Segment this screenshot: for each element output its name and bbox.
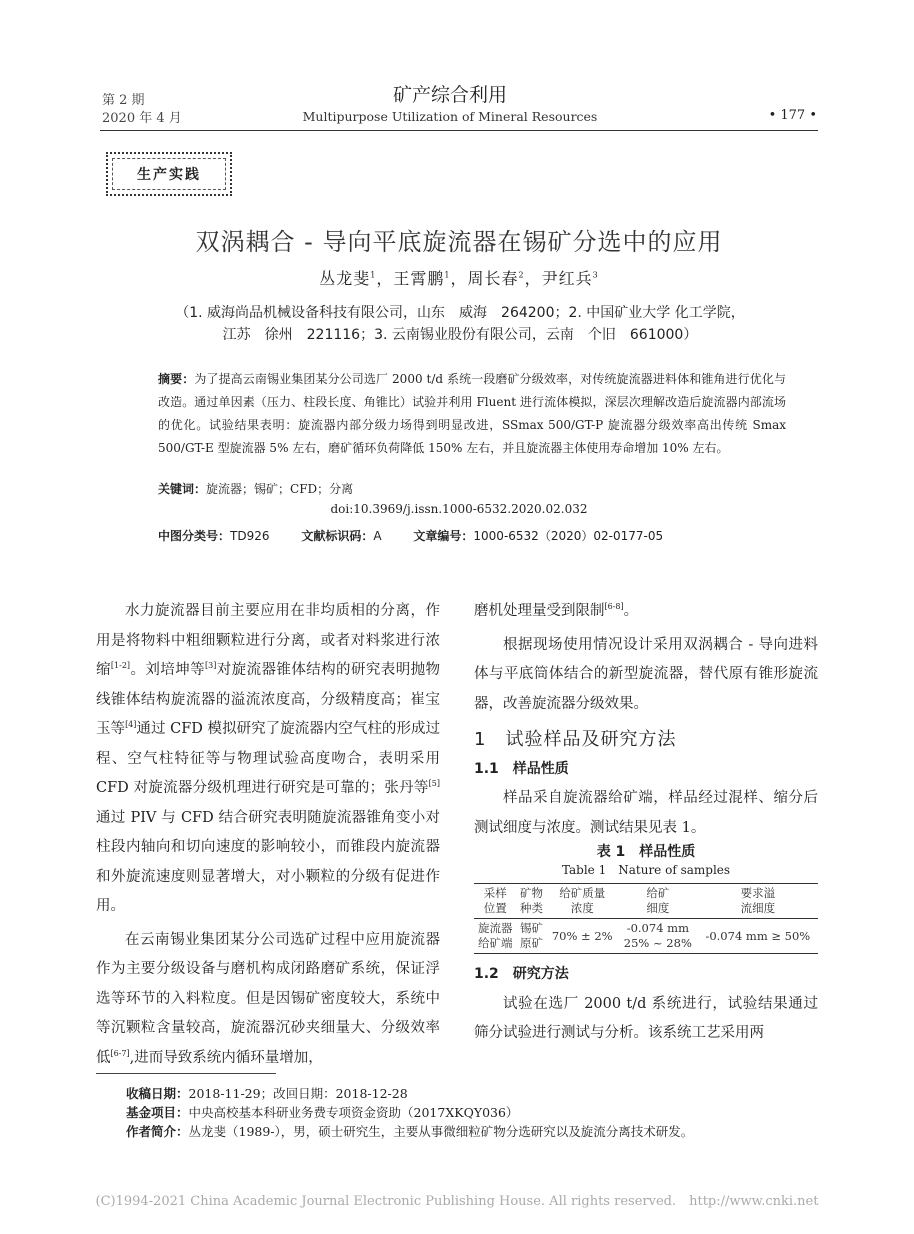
table-cell: -0.074 mm ≥ 50%	[698, 919, 818, 954]
table-header-cell: 给矿质量 浓度	[546, 884, 618, 919]
paragraph: 根据现场使用情况设计采用双涡耦合 - 导向进料体与平底筒体结合的新型旋流器，替代原有锥形旋流器，改善旋流器分级效果。	[474, 636, 818, 712]
page-number: • 177 •	[768, 108, 817, 123]
journal-title-en: Multipurpose Utilization of Mineral Resources	[302, 109, 598, 124]
keywords-text: 旋流器；锡矿；CFD；分离	[206, 482, 354, 496]
author-affil-sup: 2	[518, 270, 525, 280]
author-name: 尹红兵	[541, 269, 593, 288]
paragraph: 试验在选厂 2000 t/d 系统进行，试验结果通过筛分试验进行测试与分析。该系统工艺采用两	[474, 995, 818, 1041]
section-stamp	[106, 152, 232, 196]
author-name: 丛龙斐	[319, 269, 371, 288]
affiliation-line: （1. 威海尚品机械设备科技有限公司，山东 威海 264200；2. 中国矿业大学 化工学院，	[175, 305, 745, 321]
paragraph: 样品采自旋流器给矿端，样品经过混样、缩分后测试细度与浓度。测试结果见表 1。	[474, 790, 818, 836]
table-header-cell: 要求溢 流细度	[698, 884, 818, 919]
section-heading-1-1: 1.1 样品性质	[474, 760, 569, 777]
abstract-text: 为了提高云南锡业集团某分公司选厂 2000 t/d 系统一段磨矿分级效率，对传统旋流器进料体和锥角进行优化与改造。通过单因素（压力、柱段长度、角锥比）试验并利用 Fluent 进行流体模拟，深层次理解改造后旋流器内部流场的优化。试验结果表明：旋流器内部分级力场得到明显改进，SSmax 500/GT-P 旋流器分级效率高出传统 Smax 500/GT-E 型旋流器 5% 左右，磨矿循环负荷降低 150% 左右，并且旋流器主体使用寿命增加 10% 左右。	[158, 372, 786, 455]
doi: doi:10.3969/j.issn.1000-6532.2020.02.032	[330, 502, 588, 516]
issue-date: 2020 年 4 月	[102, 111, 182, 126]
body-left-column	[96, 597, 440, 1073]
affiliations	[110, 302, 810, 346]
clc-value: TD926	[230, 529, 270, 543]
keywords	[158, 480, 353, 497]
paragraph: 在云南锡业集团某分公司选矿过程中应用旋流器作为主要分级设备与磨机构成闭路磨矿系统，保证浮选等环节的入料粒度。但是因锡矿密度较大，系统中等沉颗粒含量较高，旋流器沉砂夹细量大、分级效率低[6-7],进而导致系统内循环量增加，	[96, 931, 440, 1066]
classification-line	[158, 527, 691, 544]
paragraph-continuation: 磨机处理量受到限制[6-8]。	[474, 602, 639, 619]
footnote-author-bio: 作者简介：丛龙斐（1989-），男，硕士研究生，主要从事微细粒矿物分选研究以及旋流分离技术研发。	[126, 1124, 694, 1139]
doc-code-label: 文献标识码：	[301, 529, 374, 543]
issue-info	[102, 92, 182, 128]
footnote-rule	[96, 1073, 276, 1074]
table-caption	[474, 843, 818, 879]
author-name: 王霄鹏	[393, 269, 445, 288]
table-header-cell: 采样 位置	[474, 884, 517, 919]
body-right-column	[474, 597, 818, 1049]
author-affil-sup: 1	[370, 270, 377, 280]
samples-table	[474, 883, 818, 954]
paragraph: 水力旋流器目前主要应用在非均质相的分离，作用是将物料中粗细颗粒进行分离，或者对料浆进行浓缩[1-2]。刘培坤等[3]对旋流器锥体结构的研究表明抛物线锥体结构旋流器的溢流浓度高，分级精度高；崔宝玉等[4]通过 CFD 模拟研究了旋流器内空气柱的形成过程、空气柱特征等与物理试验高度吻合，表明采用 CFD 对旋流器分级机理进行研究是可靠的；张丹等[5]通过 PIV 与 CFD 结合研究表明随旋流器锥角变小对柱段内轴向和切向速度的影响较小，而锥段内旋流器和外旋流速度则显著增大，对小颗粒的分级有促进作用。	[96, 603, 441, 914]
author-name: 周长春	[467, 269, 519, 288]
citation: [4]	[125, 720, 137, 730]
author-list: 丛龙斐$^1$，王霄鹏$^1$，周长春$^2$，尹红兵$^3$	[319, 269, 599, 288]
journal-title-cn: 矿产综合利用	[392, 84, 507, 106]
section-heading-1-2: 1.2 研究方法	[474, 966, 569, 982]
table-cell: 锡矿 原矿	[517, 919, 547, 954]
table-cell: 70% ± 2%	[546, 919, 618, 954]
affiliation-line: 江苏 徐州 221116；3. 云南锡业股份有限公司，云南 个旧 661000）	[222, 327, 698, 343]
abstract-label: 摘要：	[158, 372, 195, 386]
clc-label: 中图分类号：	[158, 529, 231, 543]
issue-number: 第 2 期	[102, 93, 145, 108]
author-affil-sup: 1	[444, 270, 451, 280]
footnotes	[126, 1084, 693, 1141]
doc-code-value: A	[373, 529, 382, 543]
abstract	[158, 368, 786, 460]
table-caption-en: Table 1 Nature of samples	[561, 863, 731, 877]
citation: [6-8]	[604, 602, 624, 612]
citation: [5]	[428, 779, 440, 789]
citation: [1-2]	[110, 661, 131, 671]
table-cell: -0.074 mm 25% ~ 28%	[618, 919, 698, 954]
article-no-label: 文章编号：	[413, 529, 474, 543]
article-no-value: 1000-6532（2020）02-0177-05	[473, 529, 664, 543]
section-heading-1: 1 试验样品及研究方法	[474, 729, 677, 750]
journal-header	[250, 80, 650, 124]
copyright-footer: (C)1994-2021 China Academic Journal Electronic Publishing House. All rights reserved. http://www.cnki.net	[95, 1194, 819, 1209]
table-caption-cn: 表 1 样品性质	[596, 844, 696, 860]
citation: [3]	[205, 661, 217, 671]
table-header-cell: 矿物 种类	[517, 884, 547, 919]
keywords-label: 关键词：	[158, 482, 207, 496]
section-stamp-label: 生产实践	[112, 158, 226, 190]
table-header-row	[474, 884, 818, 919]
table-header-cell: 给矿 细度	[618, 884, 698, 919]
footnote-funding: 基金项目：中央高校基本科研业务费专项资金资助（2017XKQY036）	[126, 1105, 519, 1120]
table-cell: 旋流器 给矿端	[474, 919, 517, 954]
header-rule	[100, 130, 818, 131]
citation: [6-7]	[110, 1048, 130, 1058]
footnote-received: 收稿日期：2018-11-29；改回日期：2018-12-28	[126, 1086, 408, 1101]
article-title: 双涡耦合 - 导向平底旋流器在锡矿分选中的应用	[195, 228, 723, 256]
author-affil-sup: 3	[592, 270, 599, 280]
table-row	[474, 919, 818, 954]
